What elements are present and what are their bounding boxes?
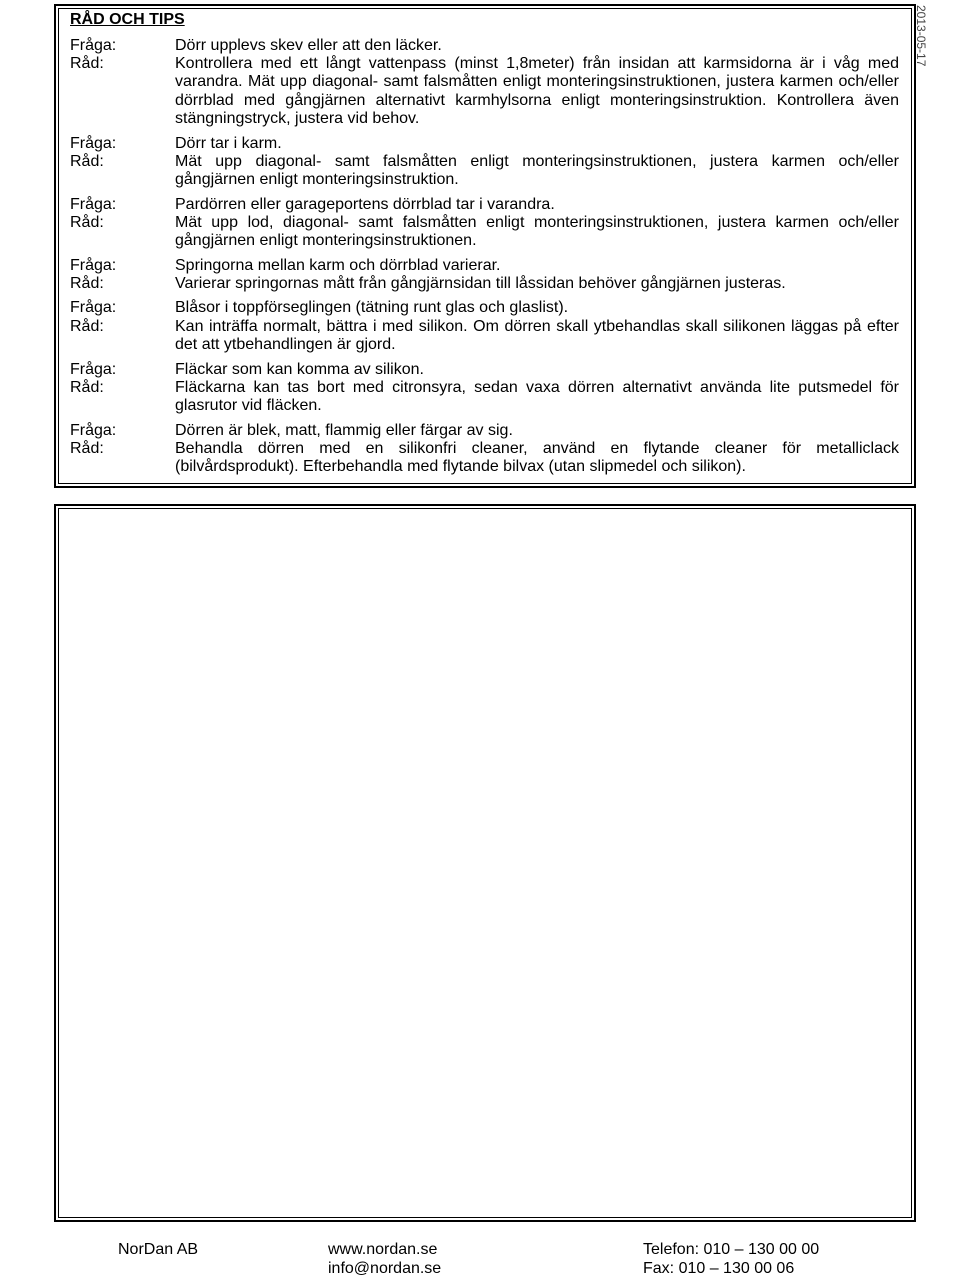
- advice-label: Råd:: [70, 378, 104, 396]
- document-date: 2013-05-17: [914, 5, 928, 67]
- question-label: Fråga:: [70, 299, 117, 317]
- footer-company: NorDan AB: [118, 1241, 199, 1258]
- advice-row: [70, 318, 899, 355]
- advice-line: dörrblad med gångjärnen alternativt karmhylsorna enligt monteringsinstruktion. Kontrollera även: [175, 91, 899, 109]
- advice-row: [70, 214, 899, 251]
- advice-line: Behandla dörren med en silikonfri cleaner, använd en flytande cleaner för metalliclack: [175, 439, 899, 457]
- question-row: [70, 422, 899, 440]
- empty-frame: [54, 504, 916, 1222]
- tips-frame-inner: [58, 8, 912, 484]
- advice-row: [70, 55, 899, 128]
- question-row: [70, 257, 899, 275]
- qa-item: [70, 196, 899, 251]
- advice-line: Kan inträffa normalt, bättra i med silikon. Om dörren skall ytbehandlas skall silikonen läggas på efter: [175, 317, 899, 335]
- advice-row: [70, 379, 899, 416]
- advice-label: Råd:: [70, 439, 104, 457]
- question-label: Fråga:: [70, 134, 117, 152]
- advice-row: [70, 153, 899, 190]
- advice-line: gångjärnen enligt monteringsinstruktion.: [175, 171, 459, 189]
- tips-content: [70, 11, 899, 483]
- advice-text: [175, 318, 899, 355]
- advice-label: Råd:: [70, 55, 104, 73]
- question-text: Dörr tar i karm.: [175, 134, 282, 152]
- question-label: Fråga:: [70, 421, 117, 439]
- qa-item: [70, 422, 899, 477]
- footer-phone: Telefon: 010 – 130 00 00: [643, 1241, 820, 1258]
- question-label: Fråga:: [70, 256, 117, 274]
- question-label: Fråga:: [70, 36, 117, 54]
- advice-line: Mät upp diagonal- samt falsmåtten enligt monteringsinstruktionen, justera karmen och/eller: [175, 152, 899, 170]
- qa-item: [70, 37, 899, 128]
- advice-row: [70, 440, 899, 477]
- advice-line: Varierar springornas mått från gångjärnsidan till låssidan behöver gångjärnen justeras.: [175, 274, 786, 292]
- footer-fax: Fax: 010 – 130 00 06: [643, 1260, 795, 1277]
- advice-line: det att ytbehandlingen är gjord.: [175, 336, 396, 354]
- footer-website: www.nordan.se: [328, 1241, 438, 1258]
- question-text: Dörr upplevs skev eller att den läcker.: [175, 36, 442, 54]
- question-label: Fråga:: [70, 360, 117, 378]
- qa-item: [70, 257, 899, 294]
- question-text: Blåsor i toppförseglingen (tätning runt glas och glaslist).: [175, 299, 569, 317]
- advice-line: Fläckarna kan tas bort med citronsyra, sedan vaxa dörren alternativt använda lite putsmedel för: [175, 378, 899, 396]
- advice-line: varandra. Mät upp diagonal- samt falsmåtten enligt monteringsinstruktionen, justera karmen och/eller: [175, 73, 899, 91]
- question-row: [70, 196, 899, 214]
- qa-item: [70, 361, 899, 416]
- advice-line: (bilvårdsprodukt). Efterbehandla med flytande bilvax (utan slipmedel och silikon).: [175, 458, 746, 476]
- advice-line: stängningstryck, justera vid behov.: [175, 110, 420, 128]
- advice-text: [175, 440, 899, 477]
- question-text: Fläckar som kan komma av silikon.: [175, 360, 424, 378]
- advice-row: [70, 275, 899, 293]
- footer: [0, 1240, 960, 1278]
- advice-label: Råd:: [70, 317, 104, 335]
- advice-line: gångjärnen enligt monteringsinstruktionen.: [175, 232, 477, 250]
- qa-item: [70, 299, 899, 354]
- question-row: [70, 299, 899, 317]
- advice-text: [175, 275, 899, 293]
- advice-line: Mät upp lod, diagonal- samt falsmåtten enligt monteringsinstruktionen, justera karmen och/eller: [175, 213, 899, 231]
- advice-label: Råd:: [70, 213, 104, 231]
- question-text: Springorna mellan karm och dörrblad varierar.: [175, 256, 501, 274]
- tips-frame: [54, 4, 916, 488]
- advice-line: Kontrollera med ett långt vattenpass (minst 1,8meter) från insidan att karmsidorna är i våg med: [175, 55, 899, 73]
- footer-email: info@nordan.se: [328, 1260, 442, 1277]
- advice-label: Råd:: [70, 152, 104, 170]
- advice-text: [175, 153, 899, 190]
- question-row: [70, 37, 899, 55]
- question-row: [70, 361, 899, 379]
- question-text: Dörren är blek, matt, flammig eller färgar av sig.: [175, 421, 513, 439]
- advice-line: glasrutor vid fläcken.: [175, 397, 322, 415]
- question-row: [70, 135, 899, 153]
- question-label: Fråga:: [70, 195, 117, 213]
- advice-text: [175, 379, 899, 416]
- empty-frame-inner: [58, 508, 912, 1218]
- page-title: RÅD OCH TIPS: [70, 10, 185, 28]
- advice-label: Råd:: [70, 274, 104, 292]
- qa-item: [70, 135, 899, 190]
- question-text: Pardörren eller garageportens dörrblad tar i varandra.: [175, 195, 555, 213]
- advice-text: [175, 55, 899, 128]
- advice-text: [175, 214, 899, 251]
